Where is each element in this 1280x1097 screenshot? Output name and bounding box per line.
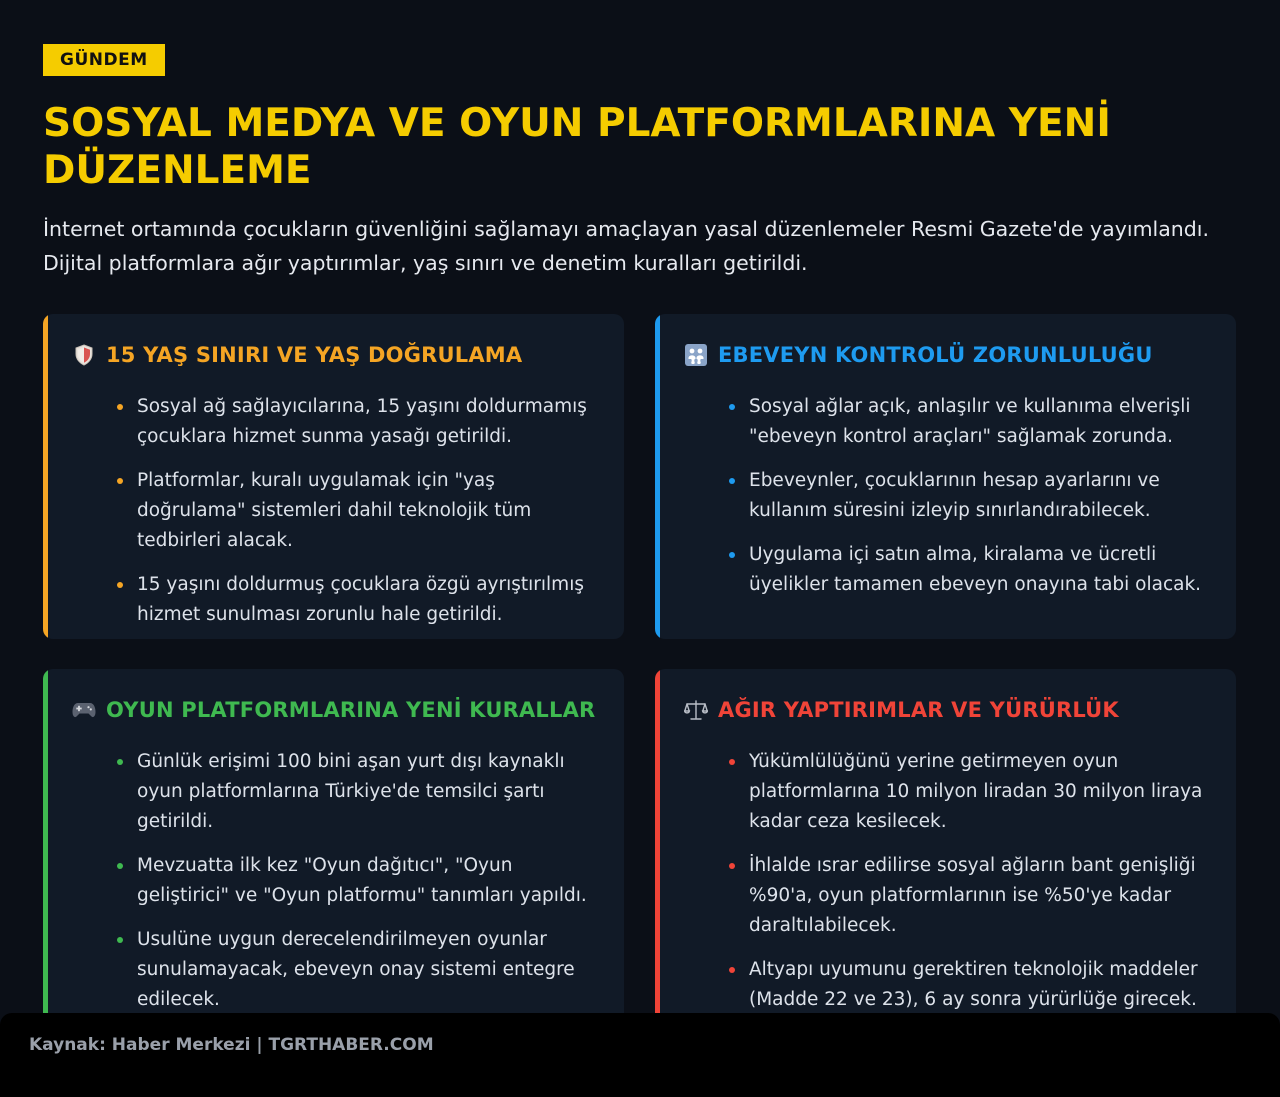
- list-item: Usulüne uygun derecelendirilmeyen oyunlar sunulamayacak, ebeveyn onay sistemi entegre edilecek.: [137, 925, 604, 1015]
- card-bullet-list: [683, 747, 1216, 1015]
- card-bullet-list: [683, 392, 1216, 600]
- list-item: 15 yaşını doldurmuş çocuklara özgü ayrıştırılmış hizmet sunulması zorunlu hale getirildi.: [137, 570, 604, 630]
- list-item: Sosyal ağlar açık, anlaşılır ve kullanıma elverişli "ebeveyn kontrol araçları" sağlamak zorunda.: [749, 392, 1216, 452]
- family-icon: [683, 342, 709, 368]
- card-game-platforms: [43, 669, 624, 1069]
- card-parental-control: [655, 314, 1236, 639]
- lead-paragraph: İnternet ortamında çocukların güvenliğini sağlamayı amaçlayan yasal düzenlemeler Resmi Gazete'de yayımlandı. Dijital platformlara ağır yaptırımlar, yaş sınırı ve denetim kuralları getirildi.: [43, 217, 1210, 275]
- card-accent-bar: [655, 314, 660, 639]
- card-title: 15 YAŞ SINIRI VE YAŞ DOĞRULAMA: [106, 343, 523, 367]
- card-accent-bar: [655, 669, 660, 1069]
- card-title: OYUN PLATFORMLARINA YENİ KURALLAR: [106, 698, 596, 722]
- list-item: İhlalde ısrar edilirse sosyal ağların bant genişliği %90'a, oyun platformlarının ise %50'ye kadar daraltılabilecek.: [749, 851, 1216, 941]
- list-item: Yükümlülüğünü yerine getirmeyen oyun platformlarına 10 milyon liradan 30 milyon liraya kadar ceza kesilecek.: [749, 747, 1216, 837]
- card-accent-bar: [43, 669, 48, 1069]
- card-accent-bar: [43, 314, 48, 639]
- list-item: Platformlar, kuralı uygulamak için "yaş doğrulama" sistemleri dahil teknolojik tüm tedbirleri alacak.: [137, 466, 604, 556]
- card-bullet-list: [71, 392, 604, 630]
- card-age-limit: [43, 314, 624, 639]
- scales-icon: [683, 697, 709, 723]
- gamepad-icon: [71, 697, 97, 723]
- card-title: EBEVEYN KONTROLÜ ZORUNLULUĞU: [718, 343, 1153, 367]
- list-item: Sosyal ağ sağlayıcılarına, 15 yaşını doldurmamış çocuklara hizmet sunma yasağı getirildi.: [137, 392, 604, 452]
- shield-icon: [71, 342, 97, 368]
- card-sanctions: [655, 669, 1236, 1069]
- list-item: Ebeveynler, çocuklarının hesap ayarlarını ve kullanım süresini izleyip sınırlandırabilecek.: [749, 466, 1216, 526]
- category-badge: GÜNDEM: [43, 44, 165, 76]
- source-credit: Kaynak: Haber Merkezi | TGRTHABER.COM: [29, 1035, 434, 1055]
- card-title: AĞIR YAPTIRIMLAR VE YÜRÜRLÜK: [718, 698, 1119, 722]
- list-item: Mevzuatta ilk kez "Oyun dağıtıcı", "Oyun geliştirici" ve "Oyun platformu" tanımları yapıldı.: [137, 851, 604, 911]
- card-bullet-list: [71, 747, 604, 1015]
- page-title: SOSYAL MEDYA VE OYUN PLATFORMLARINA YENİ DÜZENLEME: [43, 101, 1111, 193]
- list-item: Altyapı uyumunu gerektiren teknolojik maddeler (Madde 22 ve 23), 6 ay sonra yürürlüğe girecek.: [749, 955, 1216, 1015]
- list-item: Uygulama içi satın alma, kiralama ve ücretli üyelikler tamamen ebeveyn onayına tabi olacak.: [749, 540, 1216, 600]
- list-item: Günlük erişimi 100 bini aşan yurt dışı kaynaklı oyun platformlarına Türkiye'de temsilci şartı getirildi.: [137, 747, 604, 837]
- footer: [0, 1013, 1280, 1097]
